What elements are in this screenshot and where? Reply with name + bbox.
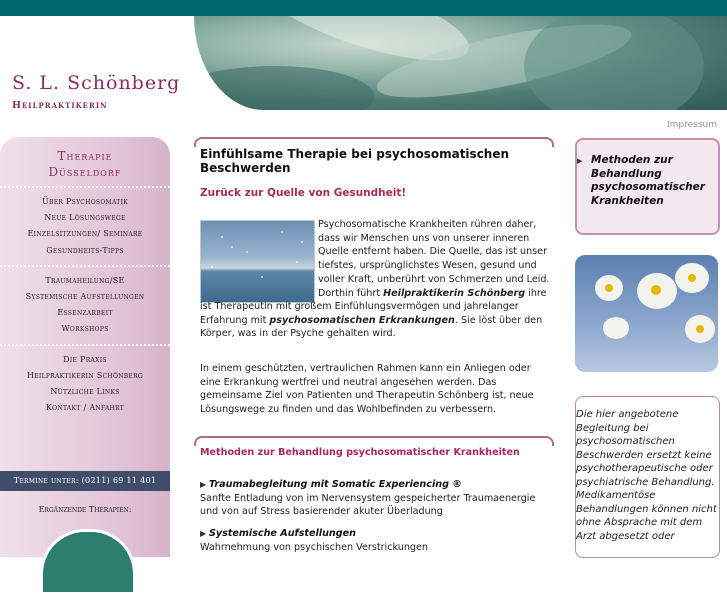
- divider: [0, 186, 170, 188]
- nav-group-methoden: [0, 273, 170, 338]
- emphasis-practitioner: Heilpraktikerin Schönberg: [383, 287, 526, 299]
- logo-subtitle: Heilpraktikerin: [12, 100, 108, 111]
- sidebar-title-line2: Düsseldorf: [48, 165, 122, 179]
- nav-item-gesundheits-tipps[interactable]: Gesundheits-Tipps: [46, 245, 124, 255]
- nav-item-links[interactable]: Nützliche Links: [50, 387, 120, 397]
- method-title-text: Systemische Aufstellungen: [208, 528, 356, 539]
- flowers-photo: [575, 255, 718, 372]
- sidebar-nav: [0, 137, 170, 557]
- disclaimer-box: [575, 396, 720, 558]
- nav-item-neue-loesungswege[interactable]: Neue Lösungswege: [44, 213, 126, 223]
- divider: [0, 265, 170, 267]
- emphasis-diseases: psychosomatischen Erkrankungen: [269, 314, 455, 326]
- sea-photo: [200, 220, 315, 303]
- method-item: [200, 527, 552, 554]
- intro-paragraph-bottom: [200, 300, 550, 341]
- sidebar-title-line1: Therapie: [57, 149, 113, 163]
- method-description: Sanfte Entladung von im Nervensystem gespeicherter Traumaenergie und von auf Stress basierender akuter Überladung: [200, 492, 536, 518]
- intro-text: Psychosomatische Krankheiten rühren daher, dass wir Menschen uns von unserer inneren Quelle entfernt haben. Die Quelle, das ist unser tiefstes, ursprünglichstes Wesen, gesund und voller Kraft, unberührt von Schmerzen und Leid. Dorthin führt: [318, 219, 550, 299]
- nav-item-workshops[interactable]: Workshops: [61, 324, 109, 334]
- sidebar-title: [0, 148, 170, 180]
- content-frame-top: [194, 137, 554, 147]
- nav-item-heilpraktikerin[interactable]: Heilpraktikerin Schönberg: [26, 370, 144, 380]
- methods-link-text: Methoden zur Behandlung psychosomatischer Krankheiten: [591, 154, 705, 207]
- disclaimer-text: Die hier angebotene Begleitung bei psychosomatischen Beschwerden ersetzt keine psychotherapeutische oder psychiatrische Behandlung. Medikamentöse Behandlungen können nicht ohne Absprache mit dem Arzt abgesetzt oder: [576, 409, 717, 542]
- nav-group-psychosomatik: [0, 194, 170, 259]
- phone-banner: Termine unter: (0211) 69 11 401: [0, 471, 170, 491]
- nav-group-praxis: [0, 352, 170, 417]
- intro-text-continued: ist Therapeutin mit großem Einfühlungsvermögen und jahrelanger Erfahrung mit: [200, 301, 519, 326]
- impressum-link[interactable]: Impressum: [666, 120, 717, 130]
- method-item: [200, 478, 552, 519]
- intro-paragraph-top: [318, 218, 550, 300]
- nav-item-traumaheilung[interactable]: Traumaheilung/SE: [45, 275, 125, 285]
- nav-item-essenzarbeit[interactable]: Essenzarbeit: [57, 308, 113, 318]
- ergaenzende-therapien-label: Ergänzende Therapien:: [38, 505, 132, 514]
- nav-item-die-praxis[interactable]: Die Praxis: [63, 354, 107, 364]
- header-banner-image: [194, 16, 727, 110]
- top-bar: [0, 0, 727, 16]
- logo-name: S. L. Schönberg: [12, 72, 181, 94]
- page-title: Einfühlsame Therapie bei psychosomatischen Beschwerden: [200, 147, 510, 175]
- methods-link-box[interactable]: [575, 138, 720, 235]
- therapy-badge-image[interactable]: [40, 529, 136, 595]
- triangle-right-icon: ▶: [577, 157, 583, 165]
- method-title-text: Traumabegleitung mit Somatic Experiencing ®: [208, 479, 462, 490]
- triangle-right-icon: ▶: [200, 529, 209, 538]
- methods-heading: Methoden zur Behandlung psychosomatischer Krankheiten: [200, 447, 520, 458]
- method-description: Wahrnehmung von psychischen Verstrickungen: [200, 541, 428, 553]
- intro-text: . Sie löst über den Körper, was in der Psyche gehalten wird.: [200, 314, 543, 340]
- nav-item-ueber-psychosomatik[interactable]: Über Psychosomatik: [41, 197, 129, 206]
- method-title[interactable]: [200, 478, 552, 492]
- paragraph-2: In einem geschützten, vertraulichen Rahmen kann ein Anliegen oder eine Erkrankung wertfrei und neutral angesehen werden. Das gemeinsame Ziel von Patienten und Therapeutin Schönberg ist, neue Lösungswege zu finden und das Wohlbefinden zu verbessern.: [200, 363, 534, 416]
- methods-frame-top: [194, 436, 554, 446]
- divider: [0, 344, 170, 346]
- site-logo[interactable]: [12, 72, 180, 111]
- intro-text: ihre: [528, 287, 547, 299]
- method-title[interactable]: [200, 527, 552, 541]
- nav-item-aufstellungen[interactable]: Systemische Aufstellungen: [25, 292, 145, 302]
- nav-item-einzelsitzungen[interactable]: Einzelsitzungen/ Seminare: [27, 229, 143, 239]
- triangle-right-icon: ▶: [200, 480, 209, 489]
- nav-item-kontakt[interactable]: Kontakt / Anfahrt: [45, 403, 125, 413]
- subtitle-link: Zurück zur Quelle von Gesundheit!: [200, 187, 407, 199]
